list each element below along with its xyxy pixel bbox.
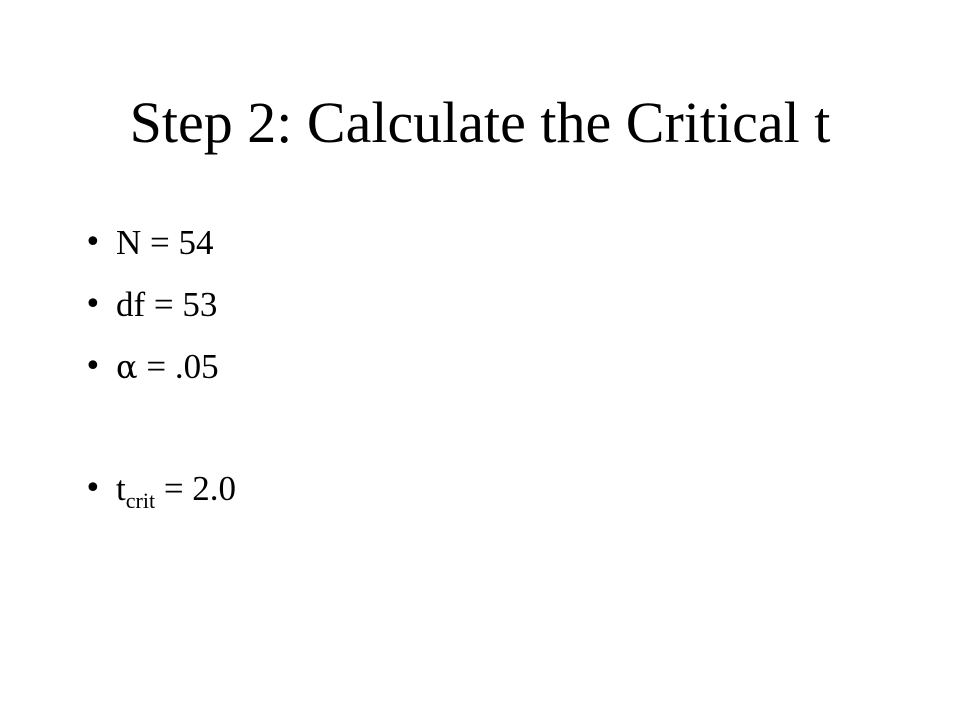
bullet-text-tcrit: [116, 464, 236, 514]
bullet-marker: •: [84, 349, 102, 384]
alpha-symbol: α: [116, 348, 138, 386]
bullet-text-alpha: [116, 342, 219, 392]
tcrit-value: = 2.0: [155, 469, 237, 508]
bullet-marker: •: [84, 471, 102, 506]
crit-subscript: crit: [125, 488, 156, 513]
t-symbol: t: [116, 469, 126, 508]
bullet-marker: •: [84, 287, 102, 322]
bullet-text: N = 54: [116, 223, 214, 262]
slide-title: Step 2: Calculate the Critical t: [129, 90, 831, 155]
bullet-text: df = 53: [116, 285, 218, 324]
bullet-marker: •: [84, 225, 102, 260]
alpha-value: = .05: [137, 347, 219, 386]
